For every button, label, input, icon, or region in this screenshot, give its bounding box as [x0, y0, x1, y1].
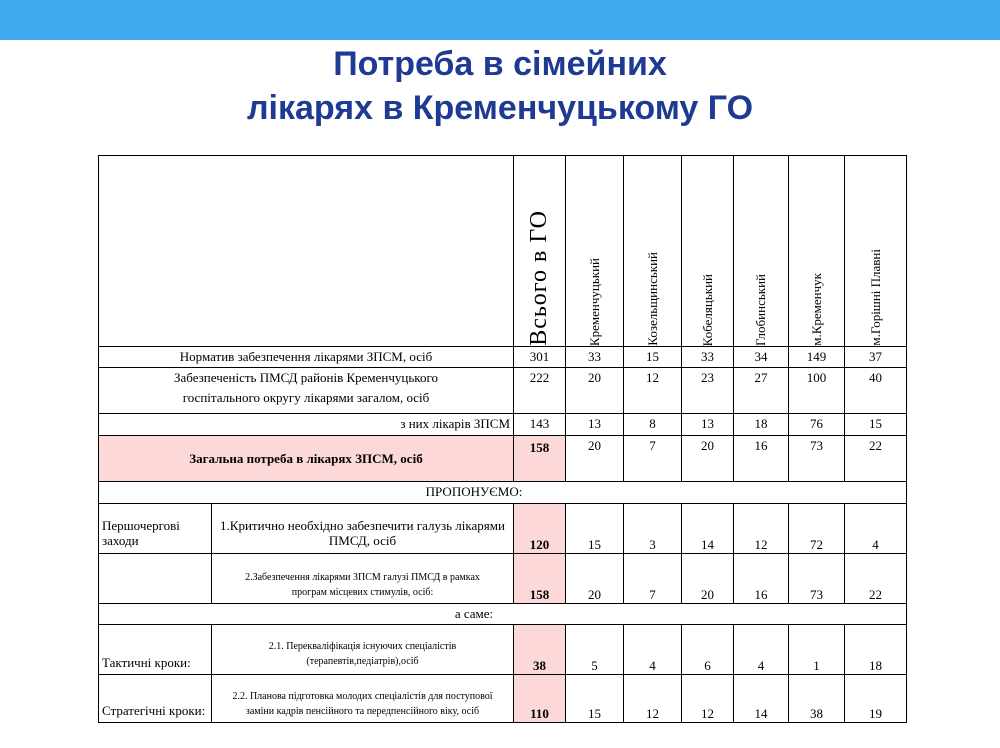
row-value: 8 — [624, 414, 682, 436]
header-district: Глобинський — [753, 274, 768, 346]
row-value: 20 — [566, 436, 624, 482]
category-cell — [99, 504, 212, 554]
header-blank-cell — [99, 156, 514, 347]
row-value: 100 — [789, 368, 845, 414]
table-row — [99, 436, 907, 482]
row-value: 15 — [566, 504, 624, 554]
desc-line-1: 2.1. Перекваліфікація існуючих спеціалістів — [268, 641, 457, 652]
row-value: 13 — [682, 414, 734, 436]
row-value: 149 — [789, 347, 845, 368]
row-label: з них лікарів ЗПСМ — [99, 414, 514, 436]
row-value: 34 — [734, 347, 789, 368]
header-district-cell — [845, 156, 907, 347]
row-value: 37 — [845, 347, 907, 368]
row-value: 4 — [734, 625, 789, 675]
desc-line-2: ПМСД, осіб — [328, 533, 397, 548]
row-value: 15 — [845, 414, 907, 436]
desc-cell — [212, 554, 514, 604]
proposal-total: 158 — [514, 554, 566, 604]
row-total: 143 — [514, 414, 566, 436]
desc-cell — [212, 504, 514, 554]
category-cell-empty — [99, 554, 212, 604]
header-district: м.Горішні Плавні — [867, 249, 883, 346]
row-value: 14 — [734, 675, 789, 723]
row-value: 19 — [845, 675, 907, 723]
proposal-header: ПРОПОНУЄМО: — [99, 482, 907, 504]
row-value: 18 — [845, 625, 907, 675]
row-value: 13 — [566, 414, 624, 436]
header-total: Всього в ГО — [526, 210, 552, 346]
header-district-cell — [734, 156, 789, 347]
table-row — [99, 347, 907, 368]
row-value: 23 — [682, 368, 734, 414]
needs-table — [98, 155, 907, 723]
section-header-row — [99, 482, 907, 504]
desc-line-1: 2.Забезпечення лікарями ЗПСМ галузі ПМСД в рамках — [245, 572, 480, 583]
row-value: 4 — [624, 625, 682, 675]
row-value: 72 — [789, 504, 845, 554]
row-value: 33 — [682, 347, 734, 368]
row-value: 5 — [566, 625, 624, 675]
row-value: 20 — [682, 436, 734, 482]
header-district-cell — [682, 156, 734, 347]
row-value: 27 — [734, 368, 789, 414]
row-value: 16 — [734, 554, 789, 604]
row-value: 14 — [682, 504, 734, 554]
row-value: 15 — [566, 675, 624, 723]
header-district: м.Кременчук — [808, 273, 824, 346]
row-value: 38 — [789, 675, 845, 723]
row-total-need: 158 — [514, 436, 566, 482]
desc-line-1: 1.Критично необхідно забезпечити галузь лікарями — [220, 518, 505, 533]
namely-header: а саме: — [99, 604, 907, 625]
table-row — [99, 414, 907, 436]
row-value: 1 — [789, 625, 845, 675]
row-value: 33 — [566, 347, 624, 368]
header-total-cell — [514, 156, 566, 347]
top-banner — [0, 0, 1000, 40]
row-value: 12 — [682, 675, 734, 723]
category-cell: Тактичні кроки: — [99, 625, 212, 675]
row-value: 12 — [624, 368, 682, 414]
row-value: 20 — [566, 368, 624, 414]
row-value: 12 — [624, 675, 682, 723]
row-label-line-1: Забезпеченість ПМСД районів Кременчуцького — [174, 370, 438, 385]
desc-cell — [212, 625, 514, 675]
row-value: 20 — [566, 554, 624, 604]
header-district-cell — [566, 156, 624, 347]
row-value: 22 — [845, 436, 907, 482]
header-district: Козельщинський — [644, 252, 660, 346]
row-value: 12 — [734, 504, 789, 554]
row-value: 40 — [845, 368, 907, 414]
table-row — [99, 554, 907, 604]
category-line-1: Першочергові — [102, 518, 180, 533]
row-value: 22 — [845, 554, 907, 604]
desc-line-2: заміни кадрів пенсійного та передпенсійного віку, осіб — [245, 706, 480, 717]
row-label-line-2: госпітального округу лікарями загалом, осіб — [182, 390, 430, 405]
header-district: Кременчуцький — [586, 257, 602, 346]
title-line-1: Потреба в сімейних — [333, 45, 667, 83]
header-district-cell — [624, 156, 682, 347]
desc-cell — [212, 675, 514, 723]
proposal-total: 120 — [514, 504, 566, 554]
category-cell: Стратегічні кроки: — [99, 675, 212, 723]
step-total: 38 — [514, 625, 566, 675]
row-label-need: Загальна потреба в лікарях ЗПСМ, осіб — [99, 436, 514, 482]
row-value: 15 — [624, 347, 682, 368]
section-header-row — [99, 604, 907, 625]
header-district-cell — [789, 156, 845, 347]
table-row — [99, 675, 907, 723]
row-value: 73 — [789, 554, 845, 604]
row-value: 76 — [789, 414, 845, 436]
table-row — [99, 368, 907, 414]
table-row — [99, 625, 907, 675]
desc-line-1: 2.2. Планова підготовка молодих спеціалістів для поступової — [232, 691, 493, 702]
category-line-2: заходи — [102, 533, 139, 548]
row-value: 18 — [734, 414, 789, 436]
row-total: 222 — [514, 368, 566, 414]
title-line-2: лікарях в Кременчуцькому ГО — [246, 89, 754, 127]
row-value: 4 — [845, 504, 907, 554]
table-row — [99, 504, 907, 554]
header-row — [99, 156, 907, 347]
desc-line-2: програм місцевих стимулів, осіб: — [291, 587, 434, 598]
row-value: 16 — [734, 436, 789, 482]
row-label: Норматив забезпечення лікарями ЗПСМ, осіб — [99, 347, 514, 368]
desc-line-2: (терапевтів,педіатрів),осіб — [306, 656, 419, 667]
page-title — [0, 42, 1000, 130]
row-label — [99, 368, 514, 414]
header-district: Кобеляцький — [699, 273, 715, 346]
row-value: 7 — [624, 554, 682, 604]
step-total: 110 — [514, 675, 566, 723]
row-total: 301 — [514, 347, 566, 368]
row-value: 73 — [789, 436, 845, 482]
row-value: 20 — [682, 554, 734, 604]
row-value: 7 — [624, 436, 682, 482]
row-value: 3 — [624, 504, 682, 554]
row-value: 6 — [682, 625, 734, 675]
